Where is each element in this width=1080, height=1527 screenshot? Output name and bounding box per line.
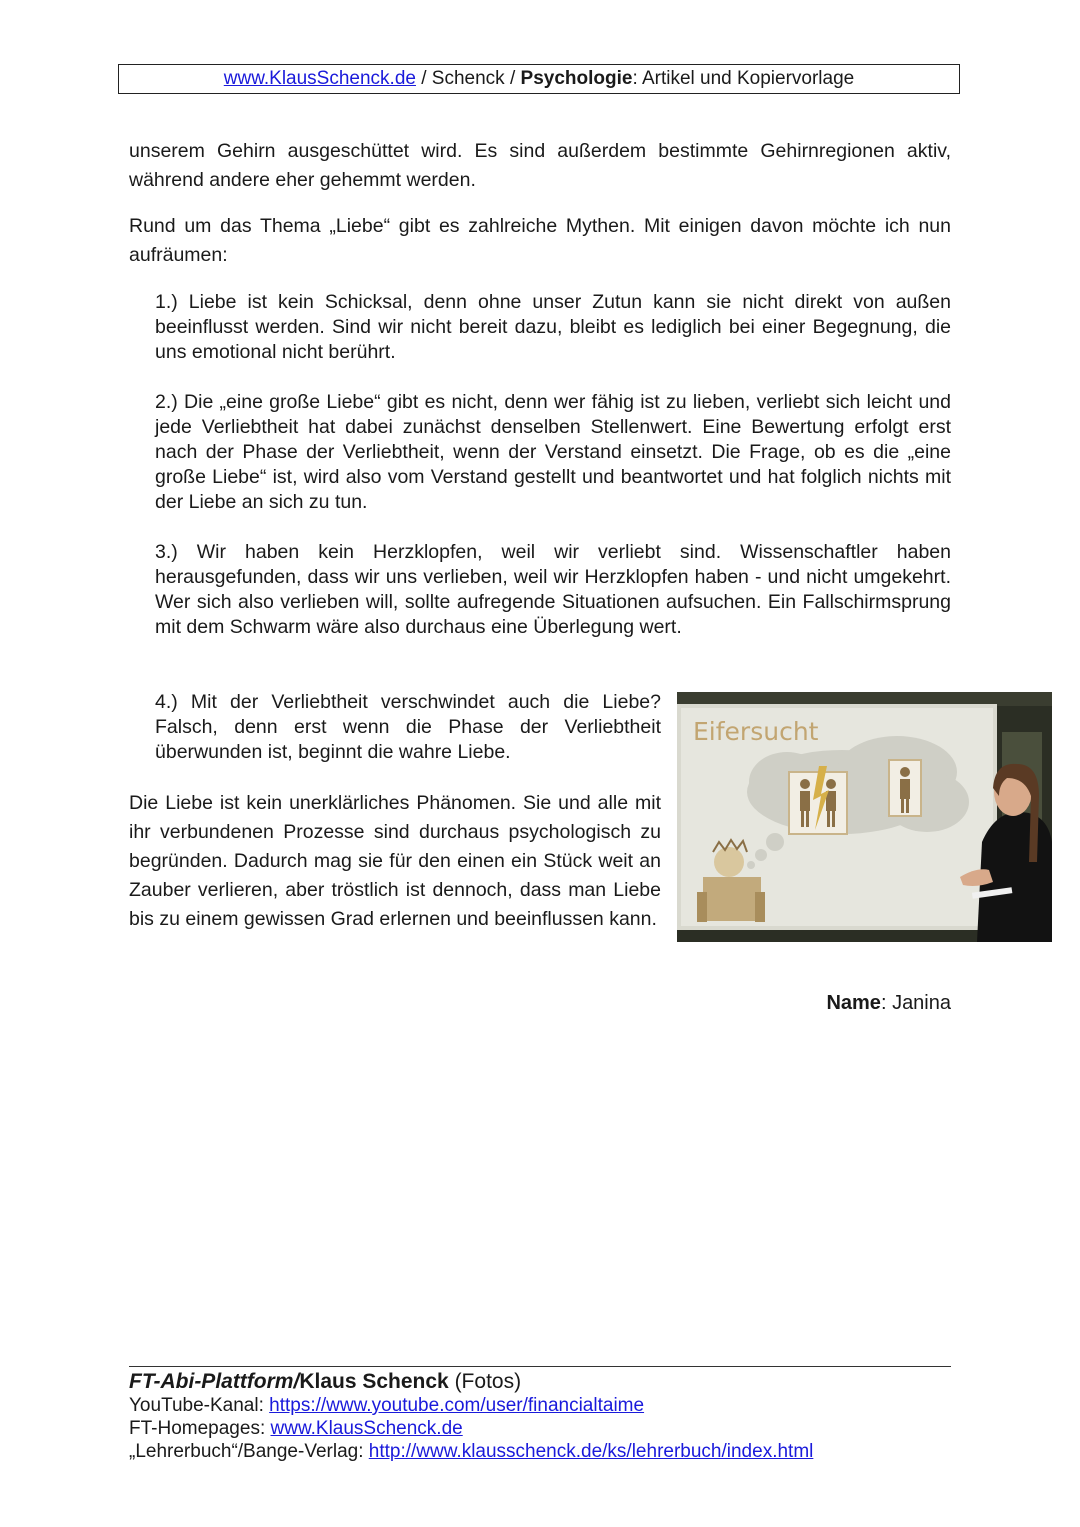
footer-author: Klaus Schenck (299, 1370, 449, 1393)
footer-book-label: „Lehrerbuch“/Bange-Verlag: (129, 1441, 369, 1462)
header-author: / Schenck / (415, 68, 521, 89)
footer-credit (129, 1370, 951, 1394)
paragraph-myths-intro: Rund um das Thema „Liebe“ gibt es zahlreiche Mythen. Mit einigen davon möchte ich nun aufräumen: (129, 215, 951, 266)
presentation-photo (677, 692, 1052, 942)
footer-homepage-label: FT-Homepages: (129, 1418, 271, 1439)
footer-book (129, 1440, 951, 1463)
paragraph-conclusion: Die Liebe ist kein unerklärliches Phänomen. Sie und alle mit ihr verbundenen Prozesse sind durchaus psychologisch zu begründen. Dadurch mag sie für den einen ein Stück weit an Zauber verlieren, aber tröstlich ist dennoch, dass man Liebe bis zu einem gewissen Grad erlernen und beeinflussen kann. (129, 792, 661, 930)
myth-item-2: 2.) Die „eine große Liebe“ gibt es nicht, denn wer fähig ist zu lieben, verliebt sich leicht und jede Verliebtheit hat dabei zunächst denselben Stellenwert. Eine Bewertung erfolgt erst nach der Phase der Verliebtheit, wenn der Verstand einsetzt. Die Frage, ob es die „eine große Liebe“ ist, wird also vom Verstand gestellt und beantwortet und hat folglich nichts mit der Liebe an sich zu tun. (155, 391, 951, 513)
presentation-photo-svg (677, 692, 1052, 942)
author-name: Janina (892, 992, 951, 1014)
footer-divider (129, 1366, 951, 1367)
header-subject: Psychologie (520, 68, 633, 89)
footer-youtube-link[interactable]: https://www.youtube.com/user/financialtaime (269, 1395, 645, 1416)
myth-item-1: 1.) Liebe ist kein Schicksal, denn ohne unser Zutun kann sie nicht direkt von außen beeinflusst werden. Sind wir nicht bereit dazu, bleibt es lediglich bei einer Begegnung, die uns emotional nicht berührt. (155, 291, 951, 363)
header-doc-type: : Artikel und Kopiervorlage (632, 68, 855, 89)
myth-item-3: 3.) Wir haben kein Herzklopfen, weil wir verliebt sind. Wissenschaftler haben herausgefunden, dass wir uns verlieben, weil wir Herzklopfen haben - und nicht umgekehrt. Wer sich also verlieben will, sollte aufregende Situationen aufsuchen. Ein Fallschirmsprung mit dem Schwarm wäre also durchaus eine Überlegung wert. (155, 541, 951, 638)
footer-youtube (129, 1394, 951, 1417)
footer-youtube-label: YouTube-Kanal: (129, 1395, 270, 1416)
page-footer (129, 1370, 951, 1463)
footer-book-link[interactable]: http://www.klausschenck.de/ks/lehrerbuch/index.html (368, 1441, 814, 1462)
myth-item-4: 4.) Mit der Verliebtheit verschwindet auch die Liebe? Falsch, denn erst wenn die Phase der Verliebtheit überwunden ist, beginnt die wahre Liebe. (155, 691, 661, 763)
footer-brand-sep: / (293, 1370, 300, 1393)
page-header (118, 64, 960, 94)
header-site-link[interactable]: www.KlausSchenck.de (223, 68, 416, 89)
footer-homepage-link[interactable]: www.KlausSchenck.de (270, 1418, 463, 1439)
footer-homepage (129, 1417, 951, 1440)
footer-author-note: (Fotos) (448, 1370, 522, 1393)
author-signature: Name: Janina (826, 992, 951, 1014)
single-person-icon (889, 760, 921, 816)
couple-icon (789, 766, 847, 834)
footer-brand: FT-Abi-Plattform (129, 1370, 294, 1393)
slide-title: Eifersucht (693, 717, 819, 746)
author-name-label: Name (826, 992, 881, 1014)
paragraph-intro: unserem Gehirn ausgeschüttet wird. Es sind außerdem bestimmte Gehirnregionen aktiv, während andere eher gehemmt werden. (129, 140, 951, 191)
